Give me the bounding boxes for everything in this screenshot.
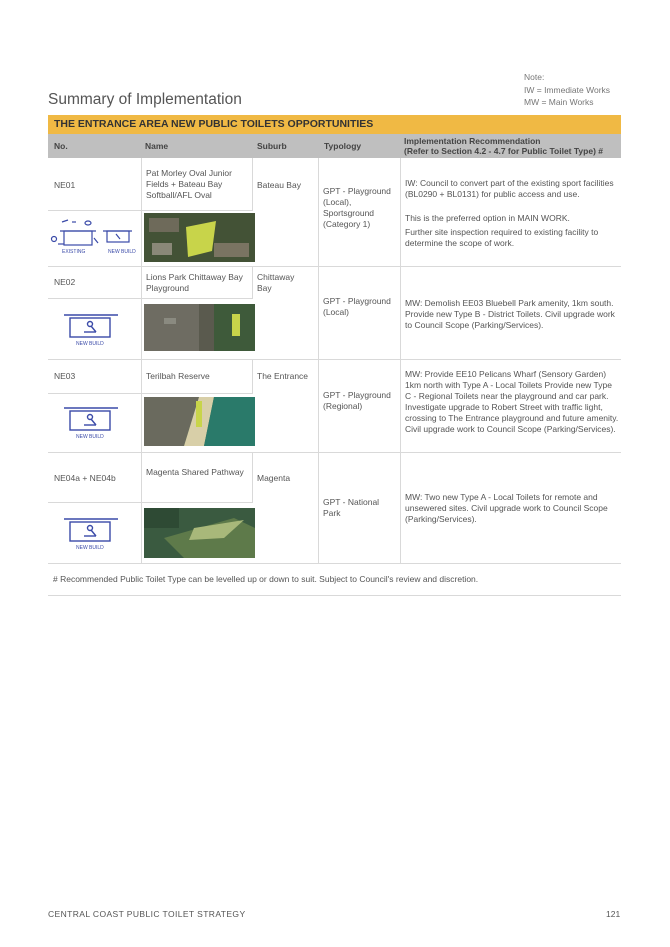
divider bbox=[400, 158, 401, 563]
divider bbox=[48, 452, 621, 453]
divider bbox=[252, 158, 253, 210]
divider bbox=[48, 298, 253, 299]
footer-title: CENTRAL COAST PUBLIC TOILET STRATEGY bbox=[48, 909, 246, 919]
site-aerial-photo bbox=[144, 304, 255, 351]
row-recommendation-detail: Further site inspection required to existing facility to determine the scope of work. bbox=[405, 227, 599, 248]
row-recommendation: MW: Demolish EE03 Bluebell Park amenity, 1km south. Provide new Type B - District Toilets. Civil upgrade work to Council Scope (Parking/Services). bbox=[405, 298, 615, 330]
footnote: # Recommended Public Toilet Type can be levelled up or down to suit. Subject to Council's review and discretion. bbox=[53, 574, 479, 584]
row-name: Lions Park Chittaway Bay Playground bbox=[146, 272, 243, 293]
site-aerial-photo bbox=[144, 508, 255, 558]
existing-label: EXISTING bbox=[62, 249, 86, 255]
row-typology: GPT - Playground (Local), Sportsground (Category 1) bbox=[323, 186, 391, 229]
divider bbox=[48, 563, 621, 564]
row-suburb: The Entrance bbox=[257, 371, 309, 381]
row-recommendation: IW: Council to convert part of the existing sport facilities (BL0290 + BL0131) for public access and use. bbox=[405, 178, 614, 199]
new-build-toilet-icon bbox=[62, 310, 120, 348]
row-no: NE03 bbox=[54, 371, 76, 381]
divider bbox=[48, 210, 253, 211]
divider bbox=[252, 452, 253, 502]
row-recommendation-note: This is the preferred option in MAIN WORK. bbox=[405, 213, 570, 223]
header-no: No. bbox=[54, 141, 68, 151]
divider bbox=[141, 158, 142, 563]
page-number: 121 bbox=[606, 909, 621, 919]
row-no: NE02 bbox=[54, 277, 76, 287]
new-build-label: NEW BUILD bbox=[76, 545, 104, 551]
note-label: Note: bbox=[524, 72, 545, 82]
note-iw: IW = Immediate Works bbox=[524, 84, 611, 95]
existing-and-new-build-toilet-icon bbox=[50, 218, 140, 258]
legend-note bbox=[524, 71, 610, 109]
header-recommendation-ref: (Refer to Section 4.2 - 4.7 for Public Toilet Type) # bbox=[404, 146, 603, 156]
new-build-label: NEW BUILD bbox=[76, 341, 104, 347]
new-build-label: NEW BUILD bbox=[76, 434, 104, 440]
site-aerial-photo bbox=[144, 397, 255, 446]
row-typology: GPT - National Park bbox=[323, 497, 380, 518]
page-title: Summary of Implementation bbox=[48, 91, 242, 108]
row-recommendation: MW: Two new Type A - Local Toilets for remote and unsewered sites. Civil upgrade work to Council Scope (Parking/Services). bbox=[405, 492, 608, 524]
divider bbox=[252, 266, 253, 298]
row-suburb: Bateau Bay bbox=[257, 180, 301, 190]
divider bbox=[252, 359, 253, 393]
divider bbox=[48, 266, 621, 267]
divider bbox=[48, 393, 253, 394]
row-no: NE01 bbox=[54, 180, 76, 190]
table-header bbox=[48, 134, 621, 158]
row-recommendation: MW: Provide EE10 Pelicans Wharf (Sensory Garden) 1km north with Type A - Local Toilets Provide new Type C - Regional Toilets near the playground and car park. Investigate upgrade to Robert Street with traffic light, crossing to The Entrance playground and future amenity. Civil upgrade work to Council Scope (Parking/Services). bbox=[405, 369, 619, 434]
new-build-toilet-icon bbox=[62, 403, 120, 441]
site-aerial-photo bbox=[144, 213, 255, 262]
divider bbox=[318, 158, 319, 563]
divider bbox=[48, 359, 621, 360]
row-name: Terilbah Reserve bbox=[146, 371, 210, 381]
row-suburb: Chittaway Bay bbox=[257, 272, 295, 293]
divider bbox=[48, 595, 621, 596]
header-name: Name bbox=[145, 141, 169, 151]
row-suburb: Magenta bbox=[257, 473, 291, 483]
note-mw: MW = Main Works bbox=[524, 97, 594, 107]
section-title: THE ENTRANCE AREA NEW PUBLIC TOILETS OPPORTUNITIES bbox=[48, 115, 621, 134]
row-name: Pat Morley Oval Junior Fields + Bateau Bay Softball/AFL Oval bbox=[146, 168, 232, 200]
header-suburb: Suburb bbox=[257, 141, 287, 151]
new-build-label: NEW BUILD bbox=[108, 249, 136, 255]
divider bbox=[48, 502, 253, 503]
row-typology: GPT - Playground (Local) bbox=[323, 296, 391, 317]
row-typology: GPT - Playground (Regional) bbox=[323, 390, 391, 411]
new-build-toilet-icon bbox=[62, 514, 120, 552]
row-no: NE04a + NE04b bbox=[54, 473, 116, 483]
row-name: Magenta Shared Pathway bbox=[146, 467, 244, 477]
header-typology: Typology bbox=[324, 141, 362, 151]
header-recommendation: Implementation Recommendation bbox=[404, 136, 541, 146]
